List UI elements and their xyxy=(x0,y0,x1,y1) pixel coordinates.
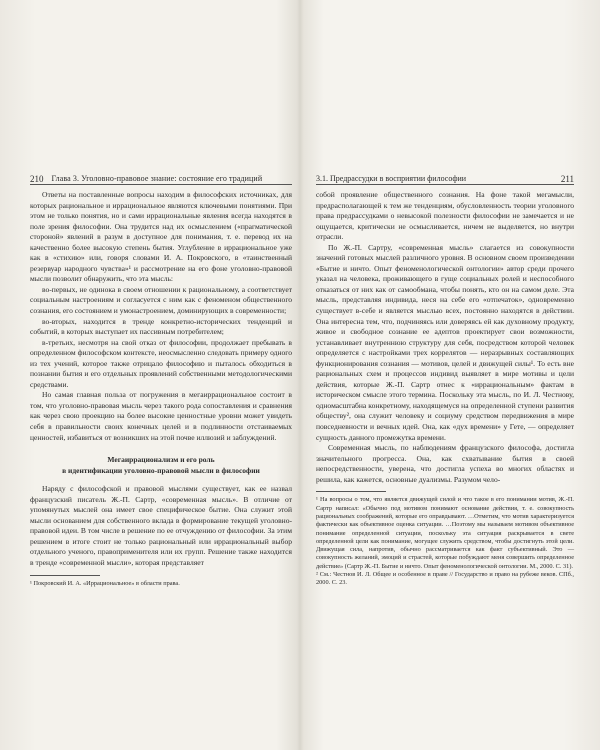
left-header-title: Глава 3. Уголовно-правовое знание: состояние его традиций xyxy=(51,174,263,183)
footnote: ² См.: Честнов И. Л. Общее и особенное в праве // Государство и право на рубеже веков. СПб., 2000. С. 23. xyxy=(316,570,574,587)
paragraph: во-первых, не одинока в своем отношении к рациональному, а соответствует социальным настроениям и согласуется с ним как с феноменом общественного сознания, его состоянием и умонастроением, доминирующих в современности; xyxy=(30,284,292,316)
left-page-body xyxy=(30,190,292,588)
footnote-rule xyxy=(316,491,386,492)
footnote-rule xyxy=(30,575,100,576)
paragraph: в-третьих, несмотря на свой отказ от философии, продолжает пребывать в определенном философском контексте, неосмысленно следовать примеру одного из тех учений, которое также отрицало философию и пыталось обходиться в познании бытия и его отдельных проявлений собственными методологическими средствами. xyxy=(30,337,292,389)
paragraph: во-вторых, находится в тренде конкретно-исторических тенденций и событий, в которых выступает их пассивным потребителем; xyxy=(30,316,292,337)
paragraph: По Ж.-П. Сартру, «современная мысль» слагается из совокупности значений готовых мыслей различного уровня. В основном своем произведении «Бытие и ничто. Опыт феноменологической онтологии» автор среди прочего указал на человека, проживающего в гуще социальных ролей и неспособного отказаться от них как от самообмана, чтобы понять, кто он на самом деле. Эта мысль, представляя индивида, неся на себе его «отпечаток», одновременно существует в-себе и является мыслью всех, постоянно находятся в действии. Она интересна тем, что, подчиняясь или доверяясь ей как духовному продукту, живое и свободное сознание ее адептов проектирует свои возможности, устанавливает внутреннюю структуру для себя, посредством которой человек определяется с настройками трех коррелятов — неразрывных составляющих функционирования сознания — мотивов, целей и движущей силы¹. То есть вне рациональных схем и процессов индивид выявляет в мире мотивы и цели действия, которые Ж.-П. Сартр отнес к «иррациональным» фактам в историческом смысле этого термина. Поскольку эта мысль, по И. Л. Честнову, одномасштабна конкретному, находящемуся на определенной ступени развития обществу², она служит человеку и социуму средством передвижения в мире повседневности и вечных идей. Она, как «дух времени» у Гете, — определяет сущность данного промежутка времени. xyxy=(316,242,574,442)
subheading-line: Мегаиррационализм и его роль xyxy=(107,455,215,465)
footnote: ¹ Покровский И. А. «Иррациональное» в области права. xyxy=(30,579,180,587)
section-subheading xyxy=(30,455,292,476)
left-running-header xyxy=(30,172,292,185)
right-header-title: 3.1. Предрассудки в восприятии философии xyxy=(316,174,467,183)
paragraph: собой проявление общественного сознания. На фоне такой мегамысли, предрасполагающей к тем же тенденциям, обусловленность теории уголовного права предрассудками о невысокой полезности философии не замечается и не ощущается, критически не осмысливается, ничем не выделяется, но внутри отрасли. xyxy=(316,190,574,242)
subheading-line: в идентификации уголовно-правовой мысли в философии xyxy=(62,465,260,475)
left-page-number: 210 xyxy=(30,174,44,184)
right-page-body xyxy=(316,190,574,588)
paragraph: Ответы на поставленные вопросы находим в философских источниках, для которых рациональное и иррациональное являются ключевыми понятиями. При этом не только понятия, но и сами иррациональные явления всегда находятся в поле зрения философии. Она трудится над их осмыслением («прагматической стороной» явлений в разум в доступное для понимания, т. е. перевод их на качественно более высокую степень бытия. Углубление в иррациональное уже как в «стихию» или, говоря словами И. А. Покровского, в «таинственный резервуар народного чувства»¹ и рассмотрение на его фоне уголовно-правовой мысли позволит обнаружить, что эта мысль: xyxy=(30,190,292,284)
right-page xyxy=(300,0,600,750)
paragraph: Но самая главная польза от погружения в мегаиррациональное состоит в том, что уголовно-правовая мысль через такого рода сопоставления и сравнения как через свою проекцию на более высокие ценностные уровни может увидеть себя в правильности своих конечных целей и в подлинности отстаиваемых ценностей, избавиться от возникших на этой почве иллюзий и заблуждений. xyxy=(30,390,292,442)
footnote: ¹ На вопросы о том, что является движущей силой и что такое в его понимании мотив, Ж.-П. Сартр написал: «Обычно под мотивом понимают основание действия, т. е. совокупность рациональных соображений, которые его оправдывают. …Отметим, что мотив характеризуется фактически как объективное оценка ситуации. …Поэтому мы называем мотивом объективное понимание определенной ситуации, поскольку эта ситуация раскрывается в свете определенной цели как понимание, могущее служить средством, чтобы достигнуть этой цели. Движущая сила, напротив, обычно рассматривается как факт субъективный. Это — совокупность желаний, эмоций и страстей, которые побуждают меня совершить определенное действие» (Сартр Ж.-П. Бытие и ничто. Опыт феноменологической онтологии. М., 2000. С. 31). xyxy=(316,496,574,570)
paragraph: Наряду с философской и правовой мыслями существует, как ее назвал французский писатель Ж.-П. Сартр, «современная мысль». В отличие от упомянутых мыслей она имеет свое специфическое бытие. Она служит этой мысли основанием для собственного вклада в формирование текущей уголовно-правовой идеи. В том числе в решение по ее отчуждению от философии. За этим решением в итоге стоит не только рациональный или иррациональный выбор отдельного ученого, правоприменителя или их групп. Решение также находится в тренде «современной мысли», которая представляет xyxy=(30,484,292,567)
right-running-header xyxy=(316,172,574,185)
right-page-number: 211 xyxy=(560,174,574,184)
paragraph: Современная мысль, по наблюдениям французского философа, достигла значительного прогресса. Она, как схватывание бытия в своей непосредственности, уверена, что достигла успеха во многих областях и решила, как кажется, основные дуализмы. Разумом чело- xyxy=(316,443,574,484)
